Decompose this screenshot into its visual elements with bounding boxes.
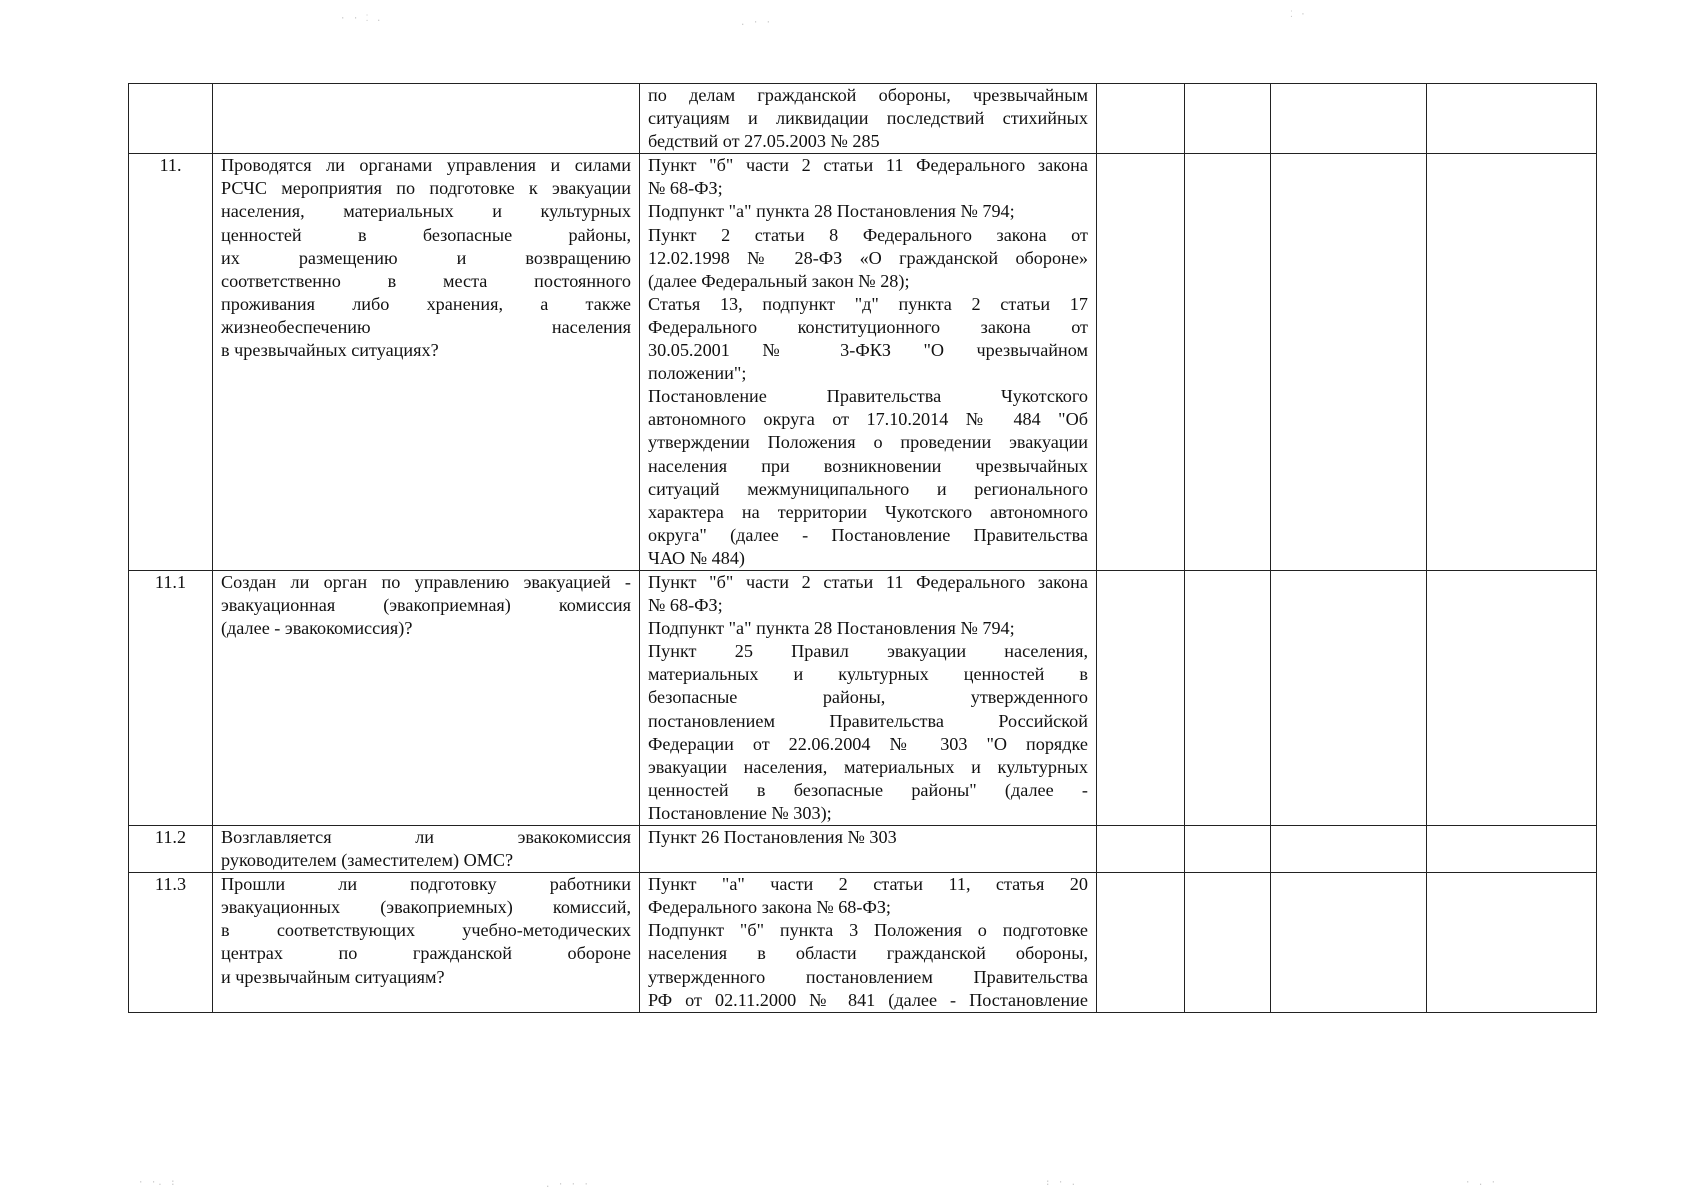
question-line: жизнеобеспечению населения (221, 316, 631, 337)
reference-line: Пункт 26 Постановления № 303 (648, 827, 897, 847)
references-cell (640, 154, 1097, 571)
empty-cell (1271, 826, 1427, 873)
question-line: в чрезвычайных ситуациях? (221, 340, 439, 361)
table-row (129, 570, 1597, 825)
question-line: соответственно в места постоянного (221, 270, 631, 291)
row-number: 11.2 (129, 826, 213, 873)
reference-line: № 68-ФЗ; (648, 595, 723, 616)
empty-cell (1427, 84, 1597, 154)
question-line: проживания либо хранения, а также (221, 293, 631, 314)
reference-line: Пункт 2 статьи 8 Федерального закона от (648, 224, 1088, 245)
empty-cell (1271, 84, 1427, 154)
reference-line: населения при возникновении чрезвычайных (648, 455, 1088, 476)
table-row (129, 826, 1597, 873)
references-cell (640, 570, 1097, 825)
empty-cell (1185, 570, 1271, 825)
table-row (129, 154, 1597, 571)
reference-line: Постановление Правительства Чукотского (648, 386, 1088, 407)
reference-line: бедствий от 27.05.2003 № 285 (648, 131, 880, 152)
reference-line: (далее Федеральный закон № 28); (648, 270, 910, 291)
question-line: эвакуационная (эвакоприемная) комиссия (221, 595, 631, 616)
question-line: их размещению и возвращению (221, 247, 631, 268)
reference-line: ЧАО № 484) (648, 547, 745, 568)
reference-line: Подпункт "б" пункта 3 Положения о подготовке (648, 920, 1088, 941)
table-body (129, 84, 1597, 1013)
reference-line: населения в области гражданской обороны, (648, 943, 1088, 964)
reference-line: Пункт 25 Правил эвакуации населения, (648, 641, 1088, 662)
reference-line: автономного округа от 17.10.2014 № 484 "Об (648, 409, 1088, 430)
references-cell (640, 873, 1097, 1013)
reference-line: материальных и культурных ценностей в (648, 664, 1088, 685)
empty-cell (1427, 826, 1597, 873)
question-cell (213, 873, 640, 1013)
empty-cell (1427, 154, 1597, 571)
question-line: Прошли ли подготовку работники (221, 874, 631, 895)
empty-cell (1271, 570, 1427, 825)
reference-line: Федерации от 22.06.2004 № 303 "О порядке (648, 733, 1088, 754)
reference-line: безопасные районы, утвержденного (648, 687, 1088, 708)
reference-line: Подпункт "а" пункта 28 Постановления № 794; (648, 201, 1015, 222)
reference-line: утверждении Положения о проведении эвакуации (648, 432, 1088, 453)
reference-line: округа" (далее - Постановление Правительства (648, 524, 1088, 545)
reference-line: 30.05.2001 № 3-ФКЗ "О чрезвычайном (648, 340, 1088, 361)
reference-line: Подпункт "а" пункта 28 Постановления № 794; (648, 618, 1015, 639)
reference-line: № 68-ФЗ; (648, 178, 723, 199)
reference-line: эвакуации населения, материальных и культурных (648, 756, 1088, 777)
question-line: эвакуационных (эвакоприемных) комиссий, (221, 897, 631, 918)
empty-cell (1185, 826, 1271, 873)
question-line: РСЧС мероприятия по подготовке к эвакуации (221, 178, 631, 199)
empty-cell (1185, 84, 1271, 154)
empty-cell (1097, 154, 1185, 571)
empty-cell (1271, 154, 1427, 571)
reference-line: Пункт "б" части 2 статьи 11 Федерального закона (648, 155, 1088, 176)
reference-line: характера на территории Чукотского автономного (648, 501, 1088, 522)
reference-line: ценностей в безопасные районы" (далее - (648, 779, 1088, 800)
empty-cell (1427, 873, 1597, 1013)
reference-line: РФ от 02.11.2000 № 841 (далее - Постановление (648, 989, 1088, 1010)
reference-line: утвержденного постановлением Правительства (648, 966, 1088, 987)
question-cell (213, 84, 640, 154)
table-row (129, 873, 1597, 1013)
reference-line: Пункт "а" части 2 статьи 11, статья 20 (648, 874, 1088, 895)
question-line: руководителем (заместителем) ОМС? (221, 850, 514, 871)
row-number: 11.1 (129, 570, 213, 825)
reference-line: Федерального закона № 68-ФЗ; (648, 897, 891, 918)
question-cell (213, 570, 640, 825)
references-cell (640, 84, 1097, 154)
reference-line: Федерального конституционного закона от (648, 316, 1088, 337)
question-line: (далее - эвакокомиссия)? (221, 618, 413, 639)
reference-line: по делам гражданской обороны, чрезвычайным (648, 85, 1088, 105)
question-cell (213, 154, 640, 571)
empty-cell (1097, 570, 1185, 825)
inspection-table (128, 83, 1597, 1013)
reference-line: 12.02.1998 № 28-ФЗ «О гражданской обороне» (648, 247, 1088, 268)
reference-line: Пункт "б" части 2 статьи 11 Федерального закона (648, 571, 1088, 592)
table-row (129, 84, 1597, 154)
question-line: центрах по гражданской обороне (221, 943, 631, 964)
empty-cell (1097, 826, 1185, 873)
question-line: ценностей в безопасные районы, (221, 224, 631, 245)
question-line: в соответствующих учебно-методических (221, 920, 631, 941)
reference-line: положении"; (648, 363, 747, 384)
question-line: населения, материальных и культурных (221, 201, 631, 222)
row-number (129, 84, 213, 154)
question-line: и чрезвычайным ситуациям? (221, 966, 445, 987)
references-cell (640, 826, 1097, 873)
empty-cell (1097, 873, 1185, 1013)
question-cell (213, 826, 640, 873)
question-line: Проводятся ли органами управления и силами (221, 155, 631, 176)
reference-line: ситуациям и ликвидации последствий стихийных (648, 108, 1088, 129)
empty-cell (1185, 873, 1271, 1013)
reference-line: Постановление № 303); (648, 802, 832, 823)
row-number: 11.3 (129, 873, 213, 1013)
reference-line: постановлением Правительства Российской (648, 710, 1088, 731)
empty-cell (1271, 873, 1427, 1013)
reference-line: Статья 13, подпункт "д" пункта 2 статьи 17 (648, 293, 1088, 314)
question-line: Возглавляется ли эвакокомиссия (221, 827, 631, 847)
reference-line: ситуаций межмуниципального и регионального (648, 478, 1088, 499)
empty-cell (1185, 154, 1271, 571)
question-line: Создан ли орган по управлению эвакуацией - (221, 571, 631, 592)
empty-cell (1097, 84, 1185, 154)
empty-cell (1427, 570, 1597, 825)
row-number: 11. (129, 154, 213, 571)
